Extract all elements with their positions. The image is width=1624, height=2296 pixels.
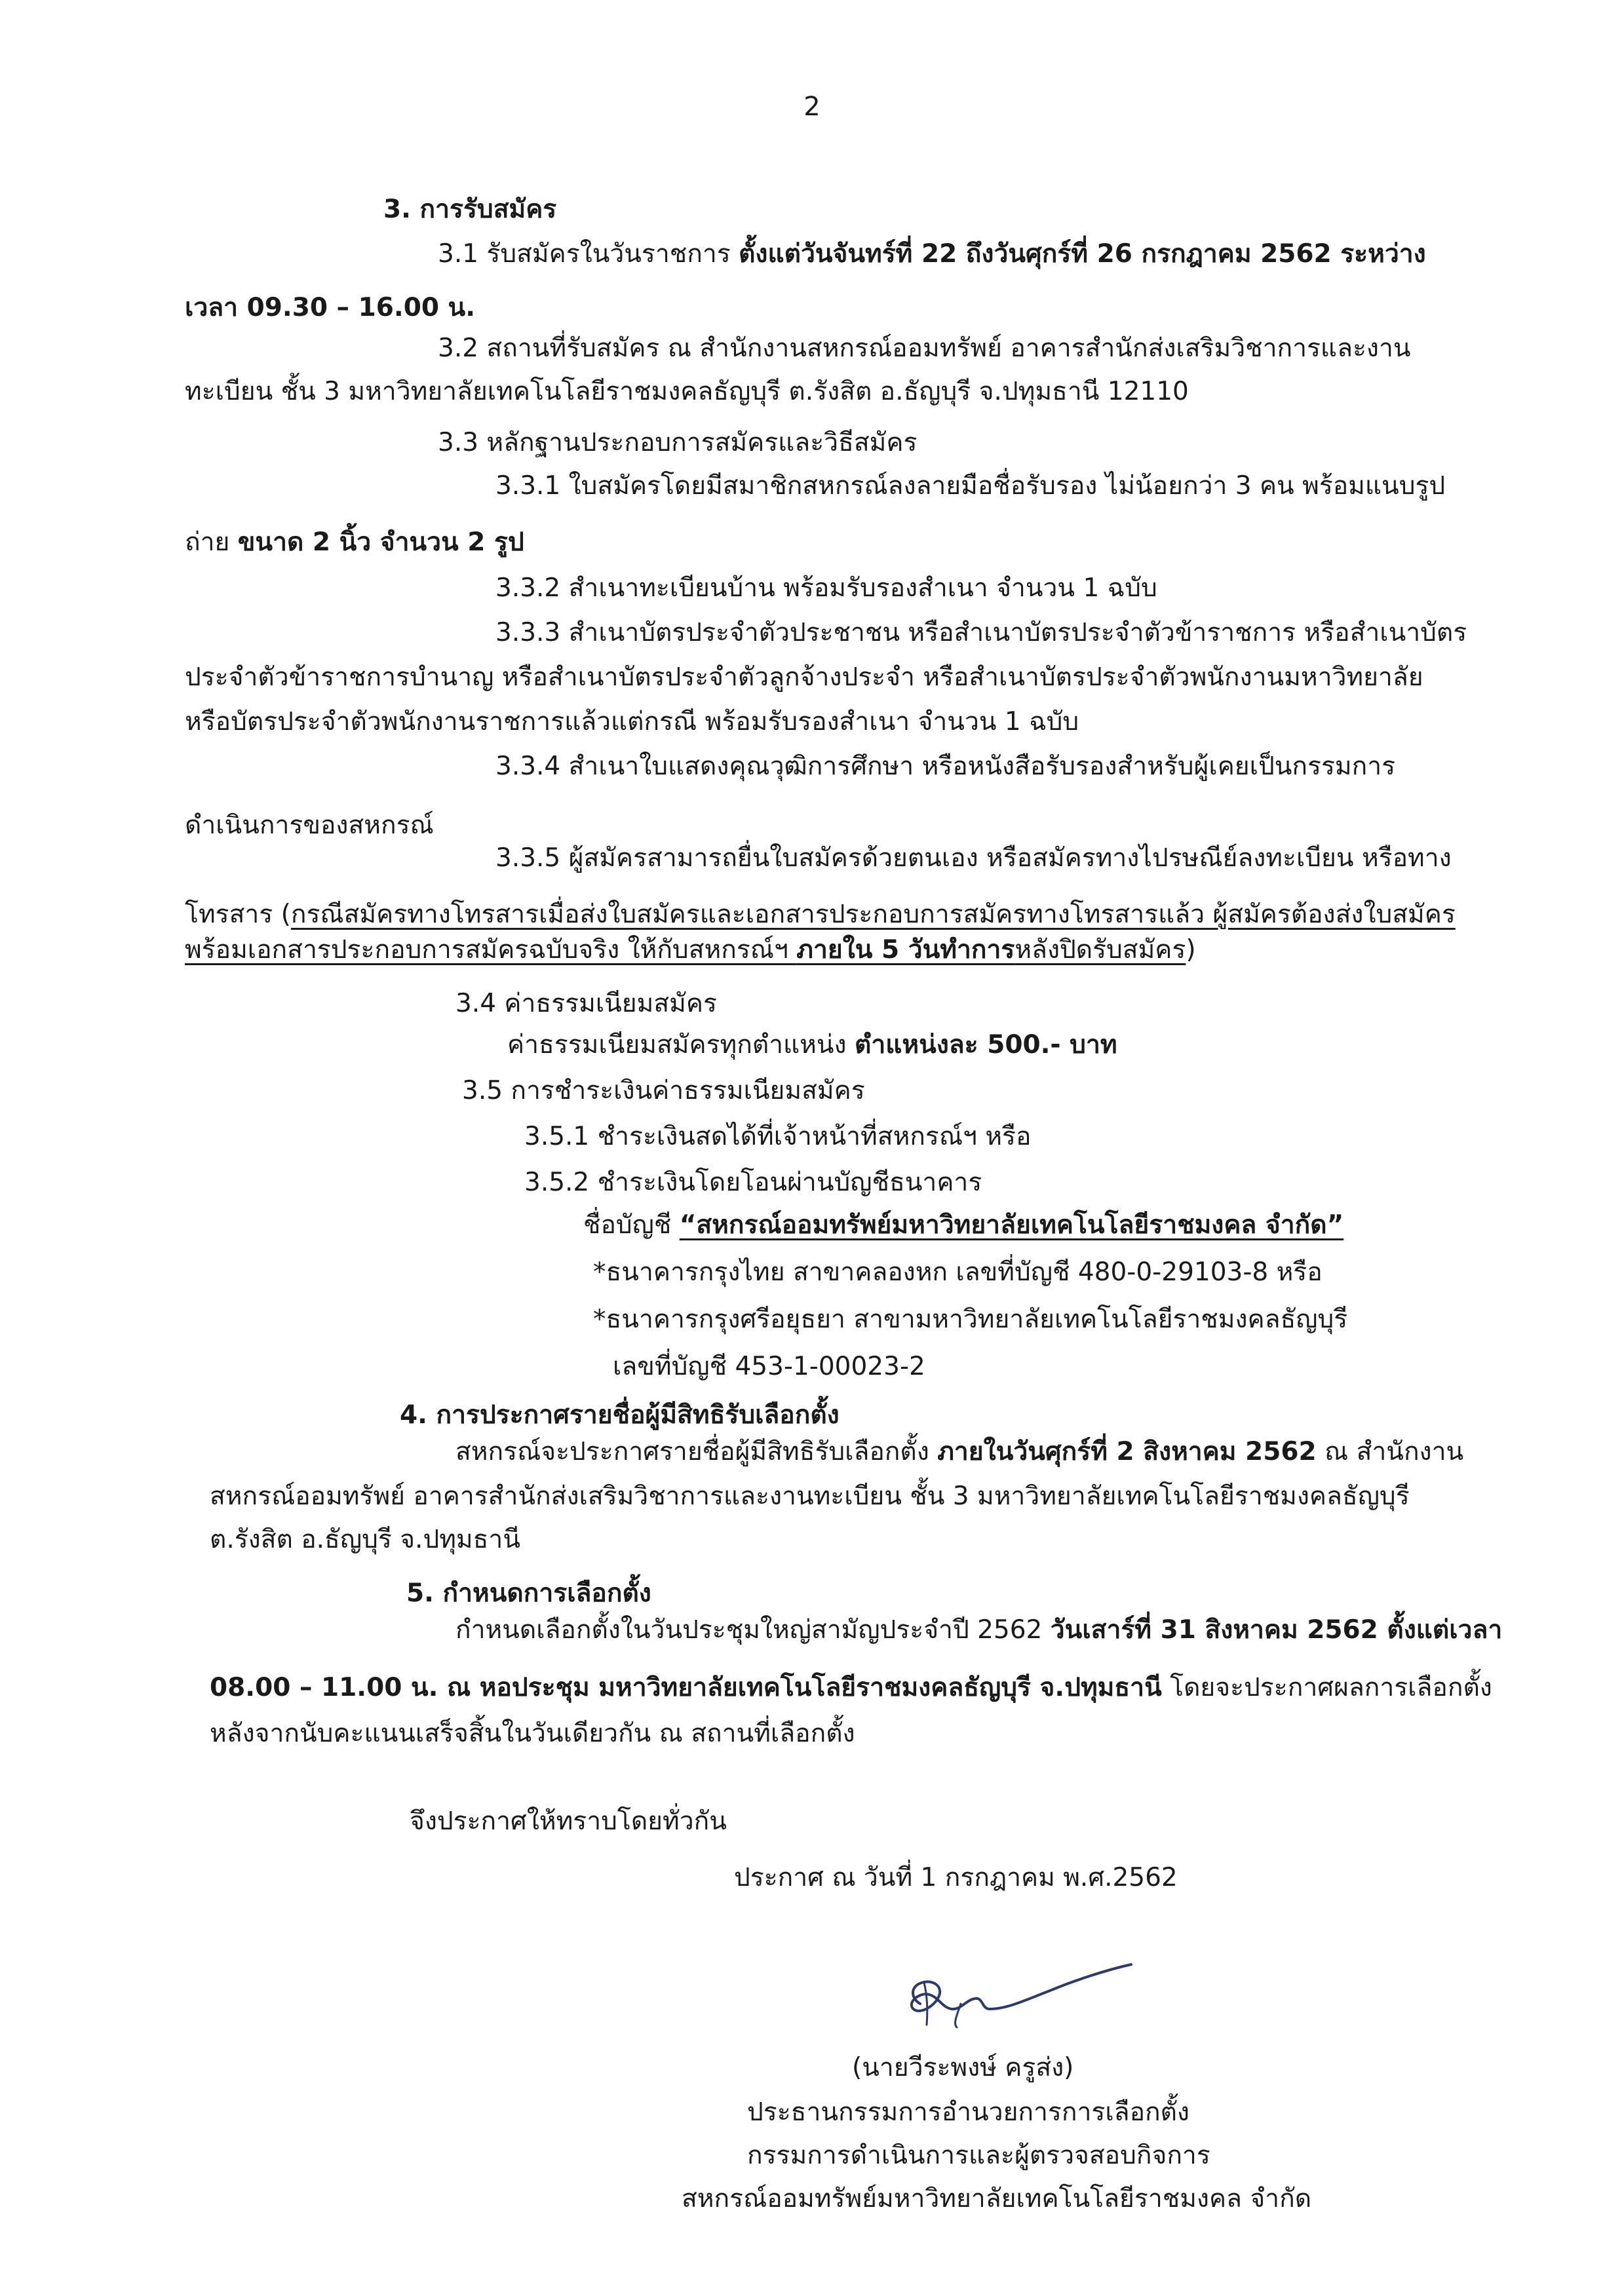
list-announce: สหกรณ์จะประกาศรายชื่อผู้มีสิทธิรับเลือกตั้ง [455,1437,938,1466]
section-5-line-1 [455,1617,1502,1643]
photo-size: ขนาด 2 นิ้ว จำนวน 2 รูป [237,527,524,557]
para-3-5-heading: 3.5 การชำระเงินค่าธรรมเนียมสมัคร [462,1076,865,1105]
para-3-1-dates: ตั้งแต่วันจันทร์ที่ 22 ถึงวันศุกร์ที่ 26 กรกฎาคม 2562 ระหว่าง [739,239,1426,269]
section-4-line-1 [455,1439,1463,1464]
para-3-2-line-1: 3.2 สถานที่รับสมัคร ณ สำนักงานสหกรณ์ออมทรัพย์ อาคารสำนักส่งเสริมวิชาการและงาน [438,334,1411,363]
para-3-5-2: 3.5.2 ชำระเงินโดยโอนผ่านบัญชีธนาคาร [524,1168,982,1197]
original-docs: พร้อมเอกสารประกอบการสมัครฉบับจริง ให้กับสหกรณ์ฯ [185,935,797,965]
section-4-line-3: ต.รังสิต อ.ธัญบุรี จ.ปทุมธานี [210,1525,520,1554]
deadline-days: ภายใน 5 วันทำการ [796,935,1015,965]
para-3-3-1-line-2 [185,529,524,555]
para-3-3-5-line-3 [185,937,1196,963]
fax-close: ) [1186,935,1196,965]
announce-statement: จึงประกาศให้ทราบโดยทั่วกัน [410,1807,727,1836]
para-3-1-intro: 3.1 รับสมัครในวันราชการ [438,239,739,269]
account-label: ชื่อบัญชี [583,1210,680,1240]
announce-date: ประกาศ ณ วันที่ 1 กรกฎาคม พ.ศ.2562 [734,1863,1178,1892]
bank-bay-account: เลขที่บัญชี 453-1-00023-2 [613,1352,925,1381]
para-3-3-1-line-1: 3.3.1 ใบสมัครโดยมีสมาชิกสหกรณ์ลงลายมือชื่อรับรอง ไม่น้อยกว่า 3 คน พร้อมแนบรูป [495,471,1446,501]
election-time-place: 08.00 – 11.00 น. ณ หอประชุม มหาวิทยาลัยเทคโนโลยีราชมงคลธัญบุรี จ.ปทุมธานี [210,1673,1162,1702]
para-3-3-2: 3.3.2 สำเนาทะเบียนบ้าน พร้อมรับรองสำเนา จำนวน 1 ฉบับ [495,573,1157,603]
photo-label: ถ่าย [185,527,238,557]
bank-bay: *ธนาคารกรุงศรีอยุธยา สาขามหาวิทยาลัยเทคโนโลยีราชมงคลธัญบุรี [593,1305,1348,1334]
signer-title-2: กรรมการดำเนินการและผู้ตรวจสอบกิจการ [747,2141,1210,2170]
para-3-5-1: 3.5.1 ชำระเงินสดได้ที่เจ้าหน้าที่สหกรณ์ฯ หรือ [524,1122,1032,1151]
fax-open: โทรสาร ( [185,900,291,929]
section-5-heading: 5. กำหนดการเลือกตั้ง [406,1578,651,1608]
section-4-line-2: สหกรณ์ออมทรัพย์ อาคารสำนักส่งเสริมวิชาการและงานทะเบียน ชั้น 3 มหาวิทยาลัยเทคโนโลยีราชมงคลธัญบุรี [210,1482,1410,1511]
result-announce: โดยจะประกาศผลการเลือกตั้ง [1161,1673,1492,1702]
signer-name: (นายวีระพงษ์ ครูส่ง) [852,2053,1074,2082]
para-3-2-line-2: ทะเบียน ชั้น 3 มหาวิทยาลัยเทคโนโลยีราชมงคลธัญบุรี ต.รังสิต อ.ธัญบุรี จ.ปทุมธานี 12110 [185,377,1189,406]
fee-amount: ตำแหน่งละ 500.- บาท [855,1030,1117,1060]
after-close: หลังปิดรับสมัคร [1015,935,1186,965]
bank-ktb: *ธนาคารกรุงไทย สาขาคลองหก เลขที่บัญชี 480-0-29103-8 หรือ [593,1257,1323,1287]
list-date: ภายในวันศุกร์ที่ 2 สิงหาคม 2562 [937,1437,1317,1466]
election-date: วันเสาร์ที่ 31 สิงหาคม 2562 ตั้งแต่เวลา [1050,1615,1503,1645]
para-3-3-4-line-2: ดำเนินการของสหกรณ์ [185,811,434,840]
para-3-3-3-line-2: ประจำตัวข้าราชการบำนาญ หรือสำเนาบัตรประจำตัวลูกจ้างประจำ หรือสำเนาบัตรประจำตัวพนักงานมหาวิทยาลัย [185,662,1423,692]
account-name: “สหกรณ์ออมทรัพย์มหาวิทยาลัยเทคโนโลยีราชมงคล จำกัด” [679,1210,1344,1240]
page-number: 2 [803,92,821,122]
fee-label: ค่าธรรมเนียมสมัครทุกตำแหน่ง [507,1030,855,1060]
account-name-line [583,1212,1344,1238]
para-3-4-heading: 3.4 ค่าธรรมเนียมสมัคร [455,989,717,1018]
signer-title-1: ประธานกรรมการอำนวยการการเลือกตั้ง [747,2097,1189,2127]
para-3-3-5-line-1: 3.3.5 ผู้สมัครสามารถยื่นใบสมัครด้วยตนเอง หรือสมัครทางไปรษณีย์ลงทะเบียน หรือทาง [495,843,1452,873]
para-3-3-5-line-2 [185,902,1456,927]
para-3-3-4-line-1: 3.3.4 สำเนาใบแสดงคุณวุฒิการศึกษา หรือหนังสือรับรองสำหรับผู้เคยเป็นกรรมการ [495,752,1396,781]
para-3-1-time: เวลา 09.30 – 16.00 น. [185,293,476,322]
signature [898,1953,1147,2051]
list-place: ณ สำนักงาน [1316,1437,1464,1466]
para-3-4-fee [507,1032,1117,1058]
meeting-label: กำหนดเลือกตั้งในวันประชุมใหญ่สามัญประจำปี 2562 [455,1615,1051,1645]
section-5-line-2 [210,1675,1492,1700]
para-3-3-3-line-1: 3.3.3 สำเนาบัตรประจำตัวประชาชน หรือสำเนาบัตรประจำตัวข้าราชการ หรือสำเนาบัตร [495,618,1467,647]
signer-title-3: สหกรณ์ออมทรัพย์มหาวิทยาลัยเทคโนโลยีราชมงคล จำกัด [682,2184,1312,2213]
para-3-3-3-line-3: หรือบัตรประจำตัวพนักงานราชการแล้วแต่กรณี พร้อมรับรองสำเนา จำนวน 1 ฉบับ [185,707,1079,737]
section-5-line-3: หลังจากนับคะแนนเสร็จสิ้นในวันเดียวกัน ณ สถานที่เลือกตั้ง [210,1719,855,1748]
section-4-heading: 4. การประกาศรายชื่อผู้มีสิทธิรับเลือกตั้ง [400,1400,840,1430]
para-3-3-heading: 3.3 หลักฐานประกอบการสมัครและวิธีสมัคร [438,428,918,457]
section-3-heading: 3. การรับสมัคร [383,195,557,224]
para-3-1-line-1 [438,241,1426,267]
fax-condition: กรณีสมัครทางโทรสารเมื่อส่งใบสมัครและเอกสารประกอบการสมัครทางโทรสารแล้ว ผู้สมัครต้องส่งใบสมัคร [290,900,1456,929]
